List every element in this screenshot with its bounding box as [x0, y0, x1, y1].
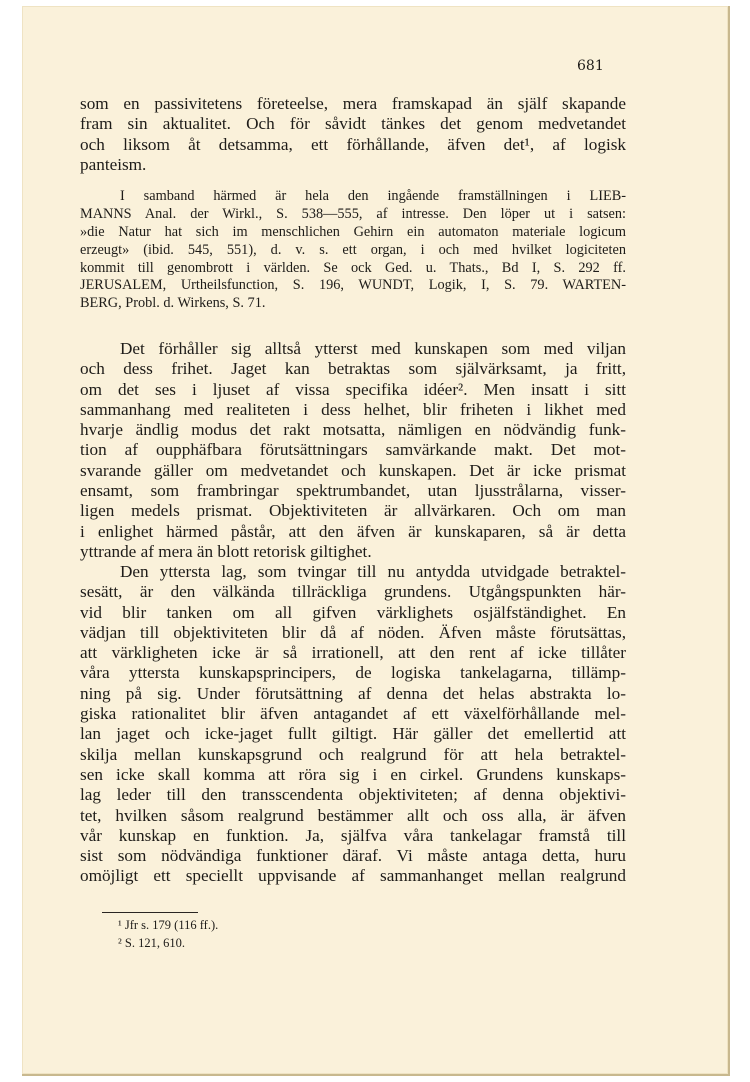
text-line: yttrande af mera än blott retorisk giltighet.: [80, 541, 372, 561]
text-line: skilja mellan kunskapsgrund och realgrund för att hela betraktel-: [80, 744, 626, 764]
text-line: omöjligt ett speciellt uppvisande af sammanhanget mellan realgrund: [80, 866, 626, 886]
text-line: vädjan till objektiviteten blir då af nöden. Äfven måste förutsättas,: [80, 622, 626, 642]
page-number: 681: [577, 58, 604, 74]
text-line: sist som nödvändiga funktioner däraf. Vi måste antaga detta, huru: [80, 846, 626, 866]
note-line: erzeugt» (ibid. 545, 551), d. v. s. ett organ, i och med hvilket logiciteten: [80, 241, 626, 258]
text-line: hvarje ändlig modus det rakt motsatta, nämligen en nödvändig funk-: [80, 420, 626, 440]
note-line: »die Natur hat sich im menschlichen Gehirn ein automaton materiale logicum: [80, 223, 626, 240]
note-line: I samband härmed är hela den ingående framställningen i LIEB-: [120, 188, 626, 204]
text-line: giska rationalitet blir äfven antagandet af ett växelförhållande mel-: [80, 704, 626, 724]
book-page: [22, 6, 730, 1076]
text-line: lan jaget och icke-jaget fullt giltigt. Här gäller det emellertid att: [80, 724, 626, 744]
note-line: JERUSALEM, Urtheilsfunction, S. 196, WUNDT, Logik, I, S. 79. WARTEN-: [80, 277, 626, 294]
text-line: tion af oupphäfbara förutsättningars samvärkande makt. Det mot-: [80, 440, 626, 460]
text-line: svarande gäller om medvetandet och kunskapen. Det är icke prismat: [80, 460, 626, 480]
text-line: ensamt, som frambringar spektrumbandet, utan ljusstrålarna, visser-: [80, 481, 626, 501]
text-line: panteism.: [80, 154, 147, 174]
text-line: Den yttersta lag, som tvingar till nu antydda utvidgade betraktel-: [120, 562, 626, 581]
text-line: sammanhang med realiteten i dess helhet, blir friheten i likhet med: [80, 399, 626, 419]
text-line: Det förhåller sig alltså ytterst med kunskapen som med viljan: [120, 339, 626, 358]
text-line: och liksom åt detsamma, ett förhållande, äfven det¹, af logisk: [80, 134, 626, 154]
footnote-2: ² S. 121, 610.: [118, 936, 185, 950]
text-line: i enlighet härmed påstår, att den äfven är kunskaparen, så är detta: [80, 521, 626, 541]
paragraph-1: [80, 339, 626, 562]
text-line: som en passivitetens företeelse, mera framskapad än själf skapande: [80, 94, 626, 113]
text-line: att värkligheten icke är så irrationell, att den rent af icke tillåter: [80, 643, 626, 663]
text-line: lag leder till den transscendenta objektiviteten; af denna objektivi-: [80, 785, 626, 805]
text-line: tet, hvilken såsom realgrund bestämmer allt och oss alla, är äfven: [80, 805, 626, 825]
text-line: och dess frihet. Jaget kan betraktas som självärksamt, ja fritt,: [80, 359, 626, 379]
text-line: ning på sig. Under förutsättning af denna det helas abstrakta lo-: [80, 683, 626, 703]
footnote-rule: [102, 912, 198, 913]
paragraph-2: [80, 562, 626, 887]
text-line: om det ses i ljuset af vissa specifika idéer². Men insatt i sitt: [80, 379, 626, 399]
intro-paragraph: [80, 94, 626, 175]
text-line: våra yttersta kunskapsprincipers, de logiska tankelagarna, tillämp-: [80, 663, 626, 683]
text-line: vid blir tanken om all gifven värklighets osjälfständighet. En: [80, 602, 626, 622]
text-line: sen icke skall komma att röra sig i en cirkel. Grundens kunskaps-: [80, 764, 626, 784]
note-line: MANNS Anal. der Wirkl., S. 538—555, af intresse. Den löper ut i satsen:: [80, 205, 626, 222]
note-line: kommit till genombrott i världen. Se ock Ged. u. Thats., Bd I, S. 292 ff.: [80, 259, 626, 276]
text-line: sesätt, är den välkända tillräckliga grundens. Utgångspunkten här-: [80, 582, 626, 602]
text-line: vår kunskap en funktion. Ja, själfva våra tankelagar framstå till: [80, 825, 626, 845]
text-line: fram sin aktualitet. Och för såvidt tänkes det genom medvetandet: [80, 114, 626, 134]
footnote-1: ¹ Jfr s. 179 (116 ff.).: [118, 918, 219, 932]
text-line: ligen medels prismat. Objektiviteten är allvärkaren. Och om man: [80, 501, 626, 521]
note-block: [80, 188, 626, 313]
note-line: BERG, Probl. d. Wirkens, S. 71.: [80, 295, 266, 312]
